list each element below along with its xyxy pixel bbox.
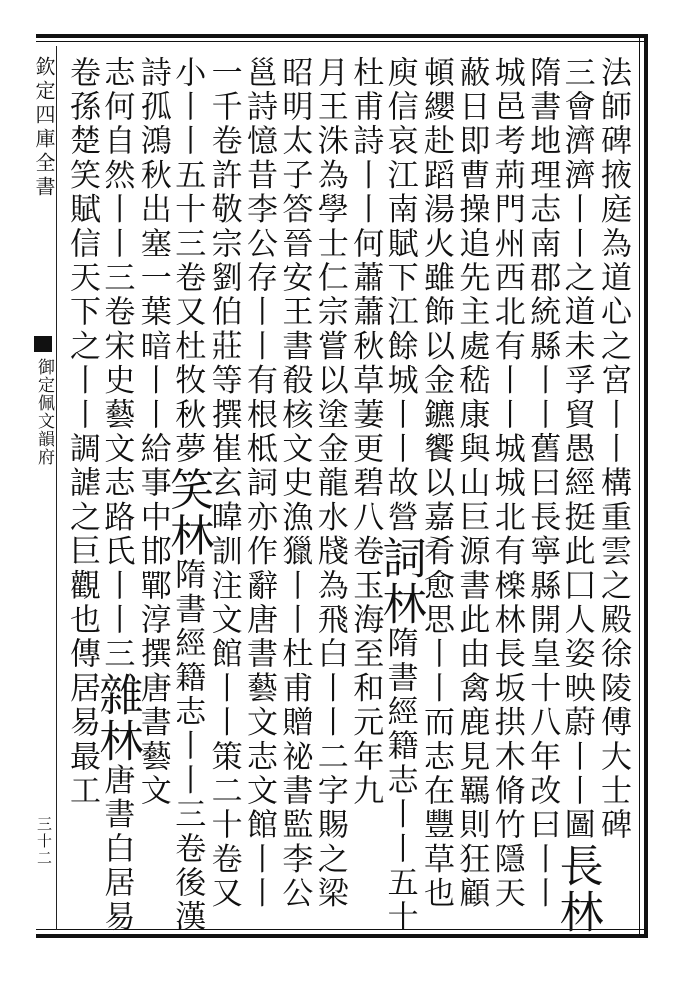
text-run: 蔽日即曹操追先主處嵇康與山巨源書此由禽鹿見羈則狂顧 [453, 56, 490, 911]
text-run: 詩孤鴻秋出塞一葉暗丨丨 [134, 56, 171, 433]
text-column [61, 56, 103, 936]
text-run: 杜甫詩丨丨何蕭蕭秋草萋更碧 [347, 56, 384, 501]
text-run: 邕詩憶昔李公存丨丨有根柢詞亦作辭唐書藝文志文館丨丨 [241, 56, 277, 911]
text-run: 月王洙為學士仁宗嘗以塗金龍水牋為飛白丨丨二字賜之梁 [311, 56, 348, 911]
text-run: 小丨丨五十三卷又杜牧秋夢 [169, 56, 206, 467]
text-run: 隋書經籍志丨丨五十 [381, 626, 418, 935]
text-run: 頓纓赴蹈湯火雖飾以金鑣饗以嘉肴愈思丨丨而志在豐草也 [418, 56, 454, 911]
text-run: 卷孫楚笑賦信天下之丨丨調謔之巨觀也 [64, 56, 100, 638]
text-run: 給事中邯鄲淳撰唐書藝文 [134, 432, 171, 809]
page-margin-column [30, 46, 57, 930]
text-run: 城邑考荊門州西北有丨丨城城北有檪林長坂拱木脩竹隱天 [488, 56, 525, 911]
right-border-inner [639, 38, 640, 934]
text-run: 志何自然丨丨三卷宋史藝文志路氏丨丨三 [98, 56, 135, 672]
text-run: 隋書地理志南郡統縣丨丨舊曰長寧縣開皇十八年改曰丨丨 [524, 56, 561, 911]
text-run: 傳居易最工 [64, 637, 100, 809]
entry-heading: 笑林 [162, 466, 214, 559]
text-run: 圖 [558, 808, 595, 843]
right-border [644, 34, 648, 938]
top-border-inner [36, 41, 648, 42]
text-run: 庾信哀江南賦下江餘城丨丨故營 [381, 56, 418, 535]
text-run: 八卷玉海至和元年九 [347, 500, 384, 809]
fish-tail-mark [34, 336, 52, 352]
top-border [36, 34, 648, 38]
edition-title: 御定佩文韻府 [34, 358, 54, 466]
series-title: 欽定四庫全書 [32, 56, 56, 200]
text-run: 隋書經籍志丨丨三卷後漢 [169, 558, 206, 935]
text-run: 一千卷許敬宗劉伯莊等撰崔玄暐訓注文館丨丨策二十卷又 [205, 56, 242, 911]
text-run: 法師碑掖庭為道心之宮丨丨構重雲之殿徐陵傅大士碑 [595, 56, 631, 843]
text-run: 唐書白居易 [98, 763, 135, 935]
text-run: 昭明太子答晉安王書殽核文史漁獵丨丨杜甫贈祕書監李公 [276, 56, 313, 911]
entry-heading: 詞林 [374, 534, 426, 627]
page-number: 三十二 [35, 816, 53, 867]
text-run: 三會濟濟丨丨之道未孚貿愚經挺此囗人姿映蔚丨丨 [558, 56, 595, 809]
entry-heading: 雜林 [91, 671, 143, 764]
entry-heading: 長林 [551, 842, 603, 935]
